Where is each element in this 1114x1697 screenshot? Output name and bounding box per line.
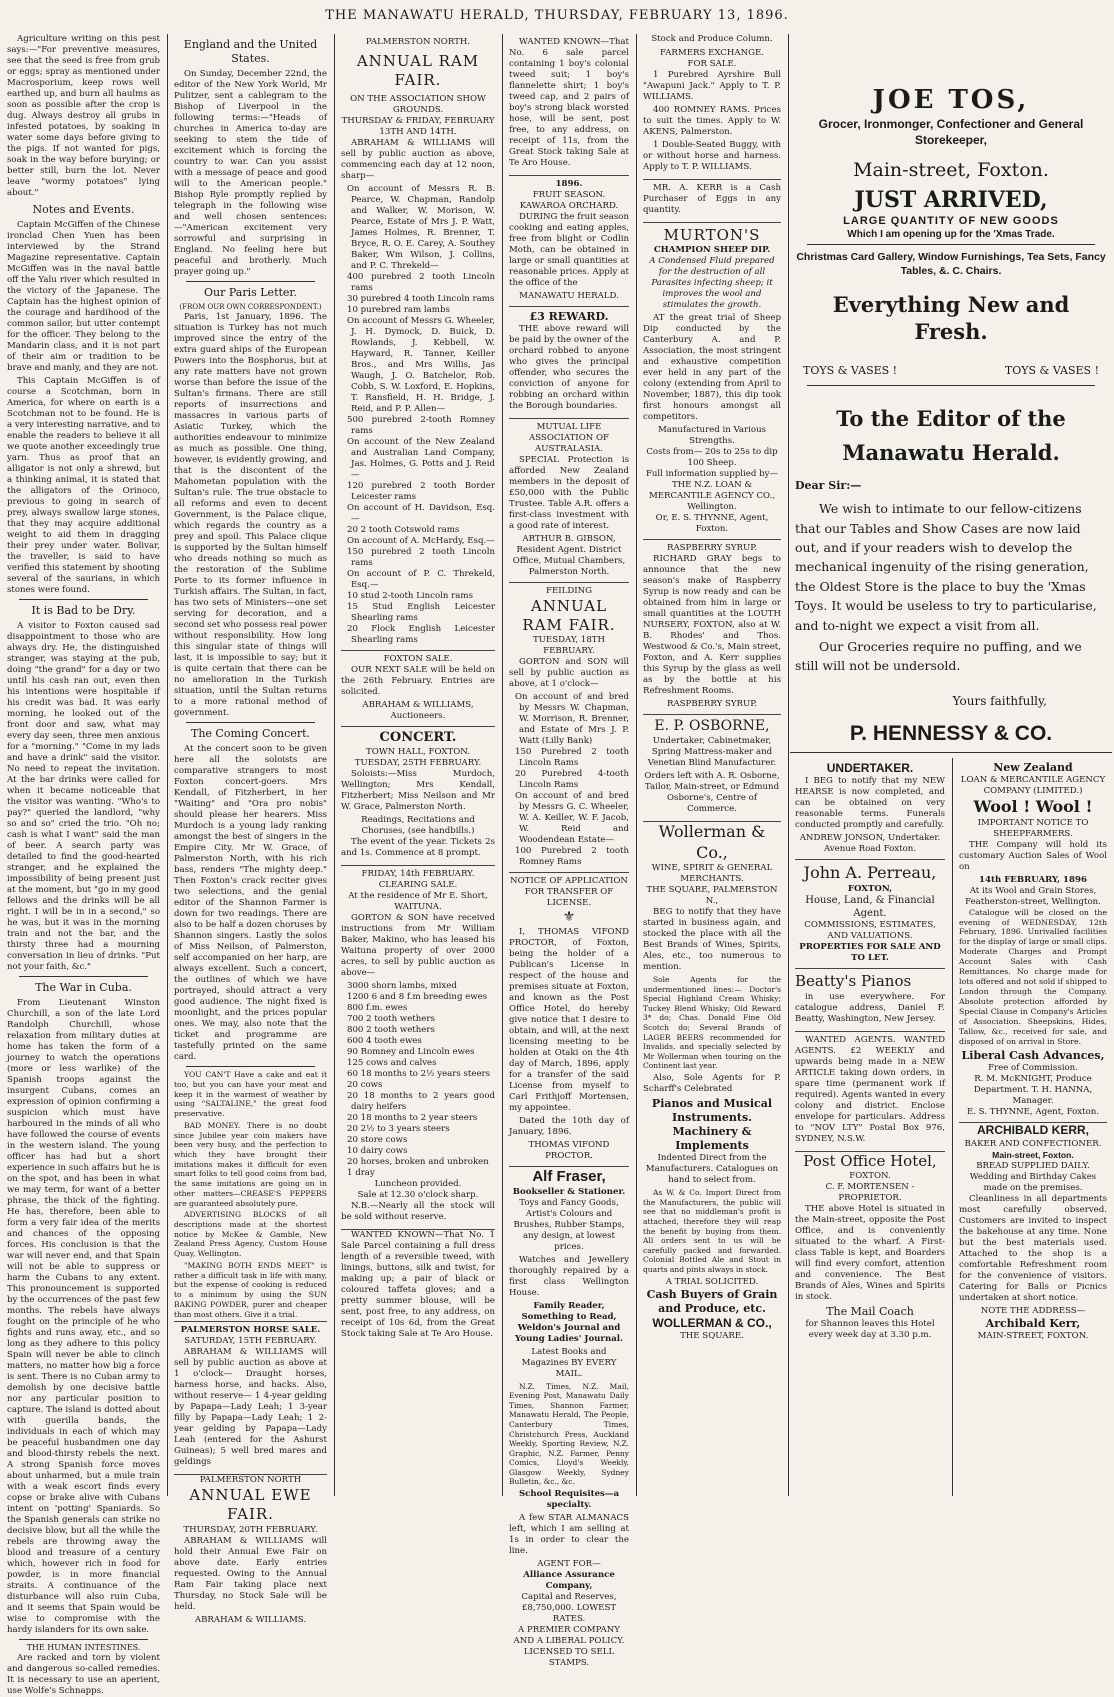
ad-text: GORTON & SON have received instructions from Mr William Baker, Makino, who has leased his Waituna property of over 2000 acres, to sell by public auction as above— bbox=[341, 913, 495, 978]
lot-item: 150 purebred 2 tooth Lincoln rams bbox=[347, 547, 495, 569]
ad-text: C. F. MORTENSEN - PROPRIETOR. bbox=[825, 1181, 915, 1203]
ad-text: ABRAHAM & WILLIAMS will sell by public auction as above, commencing each day at 12 noon, sharp— bbox=[341, 138, 495, 182]
ad-text: DURING the fruit season cooking and eating apples, free from blight or Codlin Moth, can be obtained in large or small quantities at reasonable prices. Apply at the office of the bbox=[509, 212, 629, 288]
ad-date: 14th FEBRUARY, 1896 bbox=[979, 874, 1087, 885]
ad-title: The Mail Coach bbox=[826, 1304, 914, 1318]
heading-england: England and the United States. bbox=[183, 38, 318, 66]
ad-alf-fraser bbox=[509, 1167, 629, 1669]
ad-text: Watches and Jewellery thoroughly repaired by a first class Wellington House. bbox=[509, 1254, 629, 1298]
column-rule bbox=[788, 34, 789, 1496]
divider bbox=[807, 385, 1095, 386]
toys-row bbox=[795, 360, 1107, 382]
divider bbox=[19, 1639, 148, 1640]
ad-title: RASPBERRY SYRUP. bbox=[666, 543, 758, 554]
divider bbox=[807, 244, 1095, 245]
ad-location: TOWN HALL, FOXTON. bbox=[366, 747, 470, 757]
ad-wanted-known bbox=[509, 34, 629, 176]
ad-archibald-kerr bbox=[959, 1123, 1107, 1341]
ad-title: Pianos and Musical Instruments. bbox=[651, 1096, 773, 1125]
ad-title: JOE TOS, bbox=[872, 85, 1030, 115]
ad-text: Also, Sole Agents for P. Scharff's Celebrated bbox=[643, 1072, 781, 1094]
article-text: On Sunday, December 22nd, the editor of the New York World, Mr Pulitzer, sent a cablegram to the Bishop of Liverpool in the following terms:—"Heads of churches in America to-day are seeking to stem the tide of excitement which is forcing the country to war. Can you assist with a message of peace and good will to the American people." Bishop Ryle promptly replied by telegraph in the following wise and well chosen sentences:—"American excitement very sorrowful and surprising in England. No feeling here but peaceful and brotherly. Much prayer going up." bbox=[174, 69, 327, 278]
ad-text: SPECIAL Protection is afforded New Zealand members in the deposit of £50,000 with the Public Trustee. Table A.R. offers a first-class investment with a good rate of interest. bbox=[509, 455, 629, 532]
ad-location: KAWAROA ORCHARD. bbox=[519, 201, 619, 211]
ad-text: WANTED KNOWN—That No. 6 sale parcel containing 1 boy's colonial tweed suit; 1 boy's flannelette shirt; 1 boy's tweed cap, and 2 pairs of boy's strong black worsted hose, will be sent, post free, to any address, on receipt of 11s, from the Great Stock taking Sale at Te Aro House. bbox=[509, 37, 629, 168]
ad-signature: MANAWATU HERALD. bbox=[519, 291, 619, 301]
ad-title: Post Office Hotel, bbox=[803, 1151, 937, 1170]
ad-text: WANTED AGENTS. WANTED AGENTS. £2 WEEKLY and upwards being made in a NEW ARTICLE taking down orders, in spare time (permanent work if required). Agents wanted in every colony and district. Enclose envelope for particulars. Address to "NOV LTY" Postal Box 976, SYDNEY, N.S.W. bbox=[795, 1034, 945, 1144]
masthead: THE MANAWATU HERALD, THURSDAY, FEBRUARY 13, 1896. bbox=[325, 8, 789, 23]
column-5 bbox=[638, 34, 786, 1496]
ad-title: CLEARING SALE. bbox=[378, 880, 458, 890]
ad-text: Orders left with A. R. Osborne, Tailor, Main-street, or Edmund Osborne's, Centre of Commerce. bbox=[644, 771, 780, 815]
ad-location: Main-street, Foxton. bbox=[992, 1149, 1074, 1160]
letter-text: Our Groceries require no puffing, and we still will not be undersold. bbox=[795, 638, 1082, 674]
ad-title: RASPBERRY SYRUP. bbox=[666, 699, 758, 710]
ad-location: Main-street, Foxton. bbox=[853, 158, 1049, 181]
ad-text: THE above Hotel is situated in the Main-street, opposite the Post Office, and is conveniently situated to the wharf. A First-class Table is kept, and Boarders will find every comfort, attention and convenience. The Best Brands of Ales, Wines and Spirits in stock. bbox=[795, 1203, 945, 1302]
lot-item: 800 f.m. ewes bbox=[347, 1003, 408, 1013]
ad-subtitle: WINE, SPIRIT & GENERAL MERCHANTS. bbox=[651, 863, 773, 885]
column-rule bbox=[636, 34, 637, 1496]
ad-text: I, THOMAS VIFOND PROCTOR, of Foxton, being the holder of a Publican's License in respect of the house and premises situate at Foxton, and known as the Post Office Hotel, do hereby give notice that I desire to obtain, and will, at the next licensing meeting to be holden at Otaki on the 4th day of March, 1896, apply for a transfer of the said License from myself to Carl Frithjoff Mortensen, my appointee. bbox=[509, 927, 629, 1114]
heading-intestines: THE HUMAN INTESTINES. bbox=[26, 1643, 141, 1653]
article-text: Paris, 1st January, 1896. The situation is Turkey has not much improved since the entry of the extra guard ships of the European Powers into the Bosphorus, but at any rate matters have not grown worse than before the issue of the Sultan's firmans. There are still reports of insurrections and massacres in various parts of Asiatic Turkey, which the authorities endeavour to minimize as much as possible. One thing, however, is evidently growing, and that is the discontent of the Mahometan population with the Sultan's rule. The true obstacle to all reforms and even to decent Government, is the Palace clique, which regards the country as a prey and spoil. This Palace clique is supported by the Sultan himself who dreads nothing so much as the restoration of the Sublime Porte to its former influence in Turkish affairs. The Sultan, in fact, has two sets of Ministers—one set serving for decoration, and a second set who possess real power without responsibility. How long this singular state of things will last, it is impossible to say; but it is quite certain that there can be no amelioration in the Turkish situation, until the Sultan returns to a more rational method of government. bbox=[174, 312, 327, 719]
ad-text: The event of the year. Tickets 2s and 1s. Commence at 8 prompt. bbox=[341, 837, 495, 858]
ad-signature: ARTHUR B. GIBSON, Resident Agent. District Office, Mutual Chambers, Palmerston North. bbox=[512, 534, 626, 578]
ad-text: Catalogue will be closed on the evening of WEDNESDAY, 12th February, 1896. Unrivalled facilities for the display of large or small clips. Moderate Charges and Prompt Account Sales with Cash Remittances. No charge made for lots offered and not sold if shipped to London through the Company. Absolute protection afforded by Special Clause in Company's Articles of Association. Sheepskins, Hides, Tallow, &c., received for sale, and disposed of on arrival in Store. bbox=[959, 907, 1107, 1047]
ad-undertaker bbox=[795, 758, 945, 860]
ad-title: PALMERSTON HORSE SALE. bbox=[180, 1325, 321, 1336]
ad-subtitle: LOAN & MERCANTILE AGENCY COMPANY (LIMITED.) bbox=[960, 775, 1106, 797]
column-rule bbox=[167, 34, 168, 1496]
ad-title: UNDERTAKER. bbox=[826, 761, 914, 775]
ad-text: A Condensed Fluid prepared for the destruction of all Parasites infecting sheep; it improves the wool and stimulates the growth. bbox=[649, 256, 775, 311]
ad-wanted-agents bbox=[795, 1032, 945, 1152]
ad-title: Wool ! Wool ! bbox=[973, 797, 1093, 817]
lot-item: 30 purebred 4 tooth Lincoln rams bbox=[347, 294, 495, 305]
lot-item: 20 18 months to 2 years good dairy heifers bbox=[347, 1091, 495, 1112]
ad-text: A TRIAL SOLICITED. bbox=[665, 1276, 759, 1287]
ad-mutual-life bbox=[509, 419, 629, 583]
small-ad: BAD MONEY. There is no doubt since Jubilee year coin makers have been very busy, and the perfection to which they have brought their imitations makes it difficult for even smart folks to tell good coins from bad, the same imitations are going on in other matters—CREASE'S PEPPERS are guaranteed absolutely pure. bbox=[174, 1120, 327, 1208]
ad-text: GORTON and SON will sell by public auction as above, at 1 o'clock— bbox=[509, 657, 629, 690]
lot-item: On account of and bred by Messrs W. Chapman, W. Morrison, R. Brenner, and Estate of Mrs J. P. Watt (Lilly Bank) bbox=[515, 692, 629, 747]
ad-title: FARMERS EXCHANGE. bbox=[660, 48, 764, 58]
ad-title: PALMERSTON NORTH. bbox=[365, 37, 471, 47]
ad-text: MR. A. KERR is a Cash Purchaser of Eggs in any quantity. bbox=[643, 183, 781, 215]
lot-item: On account of H. Davidson, Esq.— bbox=[347, 503, 495, 525]
letter-title: To the Editor of the Manawatu Herald. bbox=[836, 406, 1066, 465]
ad-text: Family Reader, Something to Read, Weldon's Journal and Young Ladies' Journal. bbox=[514, 1300, 624, 1344]
ad-text: Free of Commission. bbox=[988, 1063, 1078, 1074]
lot-item: 60 18 months to 2½ years steers bbox=[347, 1069, 491, 1079]
ad-title: MUTUAL LIFE ASSOCIATION OF AUSTRALASIA. bbox=[528, 422, 609, 455]
divider bbox=[19, 599, 148, 600]
ad-text: Manufactured in Various Strengths. bbox=[657, 425, 767, 447]
lot-item: 400 purebred 2 tooth Lincoln rams bbox=[347, 272, 495, 294]
ad-concert bbox=[341, 727, 495, 866]
ad-location: MAIN-STREET, FOXTON. bbox=[977, 1330, 1089, 1341]
ad-title: ANNUAL EWE FAIR. bbox=[189, 1486, 312, 1524]
column-2 bbox=[169, 34, 332, 1625]
ad-text: A few STAR ALMANACS left, which I am selling at 1s in order to clear the line. bbox=[509, 1513, 629, 1557]
lot-item: 90 Romney and Lincoln ewes bbox=[347, 1047, 475, 1057]
ad-text: Sale at 12.30 o'clock sharp. bbox=[357, 1190, 479, 1200]
lot-item: On account of P. C. Threkeld, Esq.— bbox=[347, 569, 495, 591]
ad-title: NOTICE OF APPLICATION FOR TRANSFER OF LICENSE. bbox=[510, 876, 628, 909]
ad-text: OUR NEXT SALE will be held on the 26th February. Entries are solicited. bbox=[341, 665, 495, 698]
heading-dry: It is Bad to be Dry. bbox=[31, 604, 136, 618]
ad-title: Liberal Cash Advances, bbox=[961, 1049, 1105, 1063]
ad-date: THURSDAY & FRIDAY, FEBRUARY 13TH AND 14TH. bbox=[341, 116, 495, 138]
letter-text: We wish to intimate to our fellow-citizens that our Tables and Show Cases are now laid out, and if your readers wish to develop the mechanical ingenuity of the rising generation, the Oldest Store is the place to buy the 'Xmas Toys. It would be useless to try to particularise, and to-night we expect a visit from all. bbox=[795, 501, 1097, 633]
ad-text: As W. & Co. Import Direct from the Manufacturers, the public will see that no middleman's profit is attached, therefore they will reap the benefit by buying from them. All orders sent to us will be carefully packed and forwarded. Colonial Bottled Ale and Stout in quarts and pints always in stock. bbox=[643, 1188, 781, 1275]
ad-text: THE N.Z. LOAN & MERCANTILE AGENCY CO., Wellington. bbox=[648, 480, 776, 513]
divider bbox=[790, 752, 1112, 753]
lot-item: 100 Purebred 2 tooth Romney Rams bbox=[515, 846, 629, 868]
ad-fruit-season bbox=[509, 176, 629, 307]
ad-text: THE Company will hold its customary Auction Sales of Wool on bbox=[959, 839, 1107, 872]
ad-title: ANNUAL RAM FAIR. bbox=[356, 52, 480, 90]
ad-title: New Zealand bbox=[993, 761, 1073, 774]
ad-ram-fair bbox=[341, 34, 495, 651]
heading-concert: The Coming Concert. bbox=[190, 727, 310, 741]
lot-item: 20 store cows bbox=[347, 1135, 408, 1145]
ad-location: FOXTON. bbox=[849, 1170, 891, 1181]
lot-item: 10 dairy cows bbox=[347, 1146, 408, 1156]
letter-closing: Yours faithfully, bbox=[952, 693, 1047, 708]
ad-text: AGENT FOR— bbox=[537, 1559, 601, 1570]
ad-perreau bbox=[795, 860, 945, 969]
lot-list bbox=[509, 692, 629, 868]
ad-location: At the residence of Mr E. Short, WAITUNA. bbox=[348, 891, 488, 912]
ad-joe-tos bbox=[790, 34, 1112, 746]
ad-text: Costs from— 20s to 25s to dip 100 Sheep. bbox=[646, 447, 778, 469]
ad-text: School Requisites—a specialty. bbox=[518, 1489, 620, 1511]
ad-text: House, Land, & Financial Agent. bbox=[805, 894, 935, 919]
ad-text: COMMISSIONS, ESTIMATES, AND VALUATIONS. bbox=[804, 920, 936, 942]
article-text: Are racked and torn by violent and dangerous so-called remedies. It is necessary to use an aperient, use Wolfe's Schnapps. bbox=[7, 1653, 160, 1697]
column-6 bbox=[790, 758, 950, 1496]
small-ad: YOU CAN'T Have a cake and eat it too, but you can have your meat and keep it in the warmest of weather by using "SALTALINE," the great food preservative. bbox=[174, 1070, 327, 1119]
ad-location: THE SQUARE, PALMERSTON N., bbox=[646, 885, 778, 907]
ad-signature: Archibald Kerr, bbox=[985, 1316, 1081, 1330]
ad-murton bbox=[643, 223, 781, 540]
lot-list bbox=[341, 184, 495, 646]
ad-subtitle: Bookseller & Stationer. bbox=[512, 1186, 626, 1197]
ad-text: Christmas Card Gallery, Window Furnishings, Tea Sets, Fancy Tables, &. C. Chairs. bbox=[796, 251, 1106, 277]
ad-text: Latest Books and Magazines BY EVERY MAIL. bbox=[521, 1346, 617, 1379]
ad-signature: ABRAHAM & WILLIAMS. bbox=[194, 1614, 307, 1625]
article-text: This Captain McGiffen is of course a Scotchman, born in America, for where on earth is a Scotchman not to be found. He is a very interesting narrative, and to enable the readers to believe it all we quote another exceedingly true yarn. Thus as proof that an alligator is not only a shrewd, but a thinking animal, it is stated that the alligators of the Orinoco, previous to going in search of prey, always swallow large stones, that they may acquire additional weight to aid them in dragging their prey under water. Bolivar, the traveller, is said to have verified this statement by shooting several of the saurians, in which stones were found. bbox=[7, 376, 161, 596]
ad-license-notice bbox=[509, 873, 629, 1167]
ad-wanted: WANTED KNOWN—That No. 1 Sale Parcel containing a full dress length of a reversible tweed, with linings, buttons, silk and twist, for making up; a pair of black or coloured taffeta gloves; and a pretty summer blouse, will be sent, post free, to any address, on receipt of 10s 6d, from the Great Stock taking Sale at Te Aro House. bbox=[341, 1230, 495, 1339]
article-intro: Agriculture writing on this pest says:—"For preventive measures, see that the seed is free from grub or eggs; spray as mentioned under Macrosporium, keep rows well earthed up, and burn all haulms as soon as possible after the crop is dug. Always destroy all grubs in infested potatoes, by soaking in water some days before giving to the pigs. If not wanted for pigs, soak in the way before burying; or better still, burn the lot. Never leave "wormy potatoes" lying about." bbox=[7, 34, 160, 198]
ad-signature: WOLLERMAN & CO., bbox=[652, 1315, 772, 1330]
ad-feilding-ram-fair bbox=[509, 583, 629, 873]
column-rule bbox=[502, 34, 503, 1496]
lot-item: 20 18 months to 2 year steers bbox=[347, 1113, 478, 1123]
ad-text: Full information supplied by— bbox=[645, 469, 779, 480]
ad-title: ANNUAL RAM FAIR. bbox=[522, 597, 616, 635]
ad-text: Soloists:—Miss Murdoch, Wellington; Mrs Kendall, Fitzherbert; Miss Neilson and Mr W. Grace, Palmerston North. bbox=[341, 769, 495, 812]
lot-item: 10 purebred ram lambs bbox=[347, 305, 450, 316]
ad-ewe-fair bbox=[174, 1475, 327, 1625]
ad-subtitle: BAKER AND CONFECTIONER. bbox=[964, 1138, 1102, 1149]
ad-text: N.Z. Times, N.Z. Mail, Evening Post, Manawatu Daily Times, Shannon Farmer, Manawatu Herald, The People, Canterbury Times, Christchurch Press, Auckland Weekly, Sporting Review, N.Z. Graphic, N.Z. Farmer, Penny Comics, Lloyd's Weekly, Glasgow Weekly, Sydney Bulletin, &c., &c. bbox=[509, 1381, 629, 1487]
ad-title: 1896. bbox=[555, 179, 583, 189]
ad-text: Cleanliness in all departments most carefully observed. Customers are invited to inspect the bakehouse at any time. None but the best materials used. Attached to the shop is a comfortable Refreshment room for the convenience of visitors. Catering for Balls or Picnics undertaken at short notice. bbox=[959, 1193, 1107, 1303]
article-text: Captain McGiffen of the Chinese ironclad Chen Yuen has been interviewed by the Strand Magazine representative. Captain McGiffen was in the naval battle off the Yalu river which resulted in the victory of the Japanese. The Captain has the highest opinion of the courage and hardihood of the common sailor, but utter contempt for the officer. They belong to the Mandarin class, and it is not part of their aim or tradition to be brave and manly, and they are not. bbox=[7, 220, 160, 374]
ad-subtitle: FOR SALE. bbox=[687, 59, 737, 69]
lot-item: 20 horses, broken and unbroken bbox=[347, 1157, 489, 1167]
ad-foxton-sale bbox=[341, 651, 495, 727]
ad-title: JUST ARRIVED, bbox=[854, 187, 1048, 214]
ad-title: £3 REWARD. bbox=[529, 310, 609, 323]
ad-location: ON THE ASSOCIATION SHOW GROUNDS. bbox=[350, 94, 486, 116]
lot-item: 800 2 tooth wethers bbox=[347, 1025, 435, 1035]
divider bbox=[186, 281, 315, 282]
lot-item: 700 2 tooth wethers bbox=[347, 1014, 435, 1024]
ad-title: Beatty's Pianos bbox=[795, 972, 912, 991]
ad-title: Machinery & Implements bbox=[672, 1125, 752, 1153]
ad-text: Readings, Recitations and Choruses, (see handbills.) bbox=[361, 815, 475, 836]
column-rule bbox=[952, 758, 953, 1496]
ad-text: Alliance Assurance Company, bbox=[523, 1570, 615, 1592]
ad-text: TOYS & VASES ! bbox=[1004, 363, 1099, 377]
divider bbox=[186, 722, 315, 723]
column-3 bbox=[336, 34, 500, 1496]
ad-text: PROPERTIES FOR SALE AND TO LET. bbox=[799, 942, 941, 964]
lot-item: 3000 shorn lambs, mixed bbox=[347, 981, 457, 991]
ad-text: ABRAHAM & WILLIAMS will sell by public auction as above at 1 o'clock— Draught horses, harness horse, and hacks. Also, without reserve— 1 4-year gelding by Papapa—Lady Leah; 1 3-year filly by Papapa—Lady Leah; 1 2-year gelding by Papapa—Lady Leah (entered for the Ashurst Guineas); 5 well bred mares and geldings bbox=[174, 1347, 327, 1468]
letter-signature: P. HENNESSY & CO. bbox=[849, 722, 1053, 746]
ad-title: Everything New and Fresh. bbox=[832, 292, 1070, 345]
ad-text: 400 ROMNEY RAMS. Prices to suit the times. Apply to W. AKENS, Palmerston. bbox=[643, 105, 781, 137]
lot-item: 20 2½ to 3 years steers bbox=[347, 1124, 450, 1134]
lot-item: On account of Messrs G. Wheeler, J. H. Dymock, D. Buick, D. Rowlands, J. Kebbell, W. Hayward, R. Tanner, Keiller Bros., and Mrs Willis, Jas Waugh, J. O. Batchelor, Rob. Cobb, S. W. Loxford, E. Hopkins, T. Ransfield, H. H. Bridge, J. Reid, and P. P. Allen— bbox=[347, 316, 495, 415]
lot-item: 20 Purebred 4-tooth Lincoln Rams bbox=[515, 769, 629, 791]
byline: (FROM OUR OWN CORRESPONDENT.) bbox=[179, 303, 322, 312]
ad-text: BEG to notify that they have started in business again, and stocked the place with all the Best Brands of Wines, Spirits, Ales, etc., too numerous to mention. bbox=[643, 907, 781, 973]
heading-notes: Notes and Events. bbox=[32, 203, 135, 216]
ad-title: ARCHIBALD KERR, bbox=[977, 1123, 1089, 1138]
ad-reward bbox=[509, 307, 629, 419]
ad-kerr-eggs bbox=[643, 180, 781, 223]
ad-signature: ABRAHAM & WILLIAMS, Auctioneers. bbox=[362, 700, 474, 722]
ad-title: E. P. OSBORNE, bbox=[654, 718, 770, 735]
ad-date: SATURDAY, 15TH FEBRUARY. bbox=[184, 1336, 317, 1347]
ad-title: Alf Fraser, bbox=[532, 1168, 606, 1186]
lot-item: On account of the New Zealand and Australian Land Company, Jas. Holmes, G. Potts and J. Reid— bbox=[347, 437, 495, 481]
heading-paris: Our Paris Letter. bbox=[204, 286, 297, 300]
ad-date: TUESDAY, 25TH FEBRUARY. bbox=[354, 758, 482, 768]
lot-item: On account of A. McHardy, Esq.— bbox=[347, 536, 495, 547]
lot-item: On account of and bred by Messrs G. C. Wheeler, W. A. Keiller, W. F. Jacob, W. Reid and Woodendean Estate— bbox=[515, 791, 629, 846]
ad-clearing-sale bbox=[341, 866, 495, 1230]
ad-title: Wollerman & Co., bbox=[658, 822, 766, 862]
article-text: A visitor to Foxton caused sad disappointment to those who are always dry. He, the distinguished stranger, was staying at the pub, doing "the grand" for a day or two until his cash ran out, even then his intentions were hospitable if his credit was bad. It was early morning, he looked out of the front door and saw, what may every day seen, three men anxious for a "morning." "Come in my lads and have a drink" said the visitor. No need to repeat the invitation. At the bar drinks were called for when it became noticeable that the visitor was wanting. "Who's to pay?" queried the landlord, "why so and so" cried the trio. "Oh no; cash is what I want" said the man of beer. A search party was detailed to find the good-hearted stranger, and he explained the impossibility of being present just at the moment, but "go in my good fellows and the drinks will be all right. I will be in in a second," so he was, but it was in the morning train and not the bar, and the thirsty three had a mourning conversation in lieu of drinks. "Put not your faith, &c." bbox=[7, 621, 160, 973]
ad-text: ABRAHAM & WILLIAMS will hold their Annual Ewe Fair on above date. Early entries requested. Owing to the Annual Ram Fair taking place next Thursday, no Stock Sale will be held. bbox=[174, 1535, 327, 1612]
ad-title: FEILDING bbox=[545, 586, 592, 597]
ad-text: TOYS & VASES ! bbox=[803, 363, 898, 377]
ad-date: TUESDAY, 18TH FEBRUARY. bbox=[532, 635, 606, 657]
ad-signature: THE SQUARE. bbox=[680, 1331, 744, 1342]
ad-date: FRIDAY, 14th FEBRUARY. bbox=[361, 869, 475, 879]
ad-subtitle: CHAMPION SHEEP DIP. bbox=[653, 245, 771, 256]
ad-text: Luncheon provided. bbox=[374, 1179, 462, 1189]
ad-text: for Shannon leaves this Hotel every week day at 3.30 p.m. bbox=[805, 1318, 935, 1340]
ad-text: IMPORTANT NOTICE TO SHEEPFARMERS. bbox=[977, 817, 1089, 839]
ad-text: Capital and Reserves, £8,750,000. LOWEST RATES. bbox=[521, 1592, 617, 1625]
ad-text: Wedding and Birthday Cakes made on the premises. bbox=[969, 1171, 1097, 1193]
ad-post-office-hotel bbox=[795, 1152, 945, 1341]
ad-title: FOXTON SALE. bbox=[383, 654, 453, 665]
lot-item: 120 purebred 2 tooth Border Leicester rams bbox=[347, 481, 495, 503]
ad-text: THE above reward will be paid by the owner of the orchard robbed to anyone who gives the principal offender, who secures the conviction of anyone for robbing an orchard within the Borough boundaries. bbox=[509, 324, 629, 412]
ad-title: MURTON'S bbox=[663, 226, 761, 244]
ad-text: LARGE QUANTITY OF NEW GOODS bbox=[843, 215, 1059, 228]
lot-item: On account of Messrs R. B. Pearce, W. Chapman, Randolp and Walker, W. Morison, W. Pearce, Estate of Mrs J. P. Watt, James Holmes, R. Brenner, T. Bryce, R. O. E. Carey, A. Southey Baker, Wm Wilson, J. Collins, and P. C. Threkeld— bbox=[347, 184, 495, 272]
ad-text: Undertaker, Cabinetmaker, Spring Mattress-maker and Venetian Blind Manufacturer. bbox=[647, 736, 777, 769]
heading-cuba: The War in Cuba. bbox=[35, 981, 132, 995]
ad-text: Toys and Fancy Goods, Artist's Colours and Brushes, Rubber Stamps, any design, at lowest prices. bbox=[513, 1197, 625, 1252]
ad-nz-loan bbox=[959, 758, 1107, 1123]
lot-item: 500 purebred 2-tooth Romney rams bbox=[347, 415, 495, 437]
column-title: Stock and Produce Column. bbox=[651, 34, 773, 44]
ad-text: Sole Agents for the undermentioned lines:— Doctor's Special Highland Cream Whisky; Tuckey Blend Whisky; Old Reward 3* do; Chas. Donald Fine Old Scotch do; Several Brands of LAGER BEERS recommended for Invalids, and specially selected by Mr Wollerman when touring on the Continent last year. bbox=[643, 975, 781, 1071]
ad-text: Dated the 10th day of January, 1896. bbox=[509, 1116, 629, 1138]
ad-date: THURSDAY, 20TH FEBRUARY. bbox=[183, 1524, 318, 1535]
ad-subtitle: Grocer, Ironmonger, Confectioner and General Storekeeper, bbox=[818, 117, 1084, 147]
column-7 bbox=[954, 758, 1112, 1496]
ad-title: FRUIT SEASON. bbox=[532, 190, 606, 200]
ad-horse-sale bbox=[174, 1321, 327, 1475]
letter-salutation: Dear Sir:— bbox=[795, 479, 862, 493]
lot-item: 1 dray bbox=[347, 1168, 375, 1178]
ad-signature: ANDREW JONSON, Undertaker. Avenue Road Foxton. bbox=[799, 833, 941, 855]
ad-title: PALMERSTON NORTH bbox=[199, 1475, 302, 1486]
ad-text: Indented Direct from the Manufacturers. Catalogues on hand to select from. bbox=[645, 1153, 779, 1186]
crest-icon: ⚜ bbox=[562, 909, 576, 926]
ad-text: RICHARD GRAY begs to announce that the new season's make of Raspberry Syrup is now ready and can be obtained from him in large or small quantities at the LOUTH NURSERY, FOXTON, also at W. B. Rhodes' and Thos. Westwood & Co.'s, Main street, Foxton, and A. Kerr supplies this Syrup by the glass as well as by the bottle at his Refreshment Rooms. bbox=[643, 554, 781, 697]
ad-text: 1 Purebred Ayrshire Bull "Awapuni Jack." Apply to T. P. WILLIAMS. bbox=[643, 70, 781, 102]
ad-signature: E. S. THYNNE, Agent, Foxton. bbox=[966, 1107, 1100, 1118]
ad-text: A PREMIER COMPANY AND A LIBERAL POLICY. bbox=[513, 1625, 625, 1647]
lot-item: 150 Purebred 2 tooth Lincoln Rams bbox=[515, 747, 629, 769]
ad-text: Which I am opening up for the 'Xmas Trade. bbox=[847, 228, 1055, 240]
column-1 bbox=[2, 34, 165, 1697]
ad-signature: R. M. McKNIGHT, Produce Department. T. H. HANNA, Manager. bbox=[973, 1074, 1093, 1107]
column-4 bbox=[504, 34, 634, 1669]
lot-item: 125 cows and calves bbox=[347, 1058, 437, 1068]
ad-beatty bbox=[795, 969, 945, 1031]
lot-item: 10 stud 2-tooth Lincoln rams bbox=[347, 591, 473, 602]
lot-item: 15 Stud English Leicester Shearling rams bbox=[347, 602, 495, 624]
ad-text: LICENSED TO SELL STAMPS. bbox=[523, 1647, 615, 1669]
lot-item: 20 2 tooth Cotswold rams bbox=[347, 525, 460, 536]
ad-farmers-exchange bbox=[643, 45, 781, 180]
lot-list bbox=[341, 981, 495, 1179]
article-text: From Lieutenant Winston Churchill, a son of the late Lord Randolph Churchill, whose relaxation from military duties at home has taken the form of a journey to watch the operations (more or less warlike) of the Spanish troops against the insurgent Cubans, comes an expression of opinion confirming a suspicion which must have harboured in the minds of all who have followed the course of events in the western island. The young officer has had but a short experience in such affairs but he is on the spot, and has been in what we may term, for want of a better phrase, the thick of the fighting. He has, therefore, been able to form a very fair idea of the merits and chances of the opposing forces. His conclusion is that the war will never end, and that Spain will not be able to suppress or harm the Cubans to any extent. This pronouncement is supported by the occurrences of the past few months. The rebels have always fought on the principle of he who fights and runs away, etc., and so long as they adhere to this policy Spain will never be able to clinch matters, no matter how big a force is sent. There is no Cuban army to demolish by one decisive battle nor any particular position to capture. The island is dotted about with guerilla bands, the individuals in each of which may be peaceful husbandmen one day and blood-thirsty rebels the next. A strong Spanish force moves about unharmed, but a mule train with a weak escort finds every copse or brake alive with Cubans intent on 'potting' Spaniards. So the Spanish generals can strike no decisive blow, but all the while the rebels are throwing away the blood and treasure of a century which, however rich in food for powder, is in more financial straits. A continuance of the disturbance will also ruin Cuba, and it seems that Spain would be wise to compromise with the hardy islanders for its own sake. bbox=[7, 998, 160, 1636]
small-ad: "MAKING BOTH ENDS MEET" is rather a difficult task in life with many, but the expense of cooking is reduced to a minimum by using the SUN BAKING POWDER, purer and cheaper than most others. Give it a trial. bbox=[174, 1260, 327, 1319]
ad-text: N.B.—Nearly all the stock will be sold without reserve. bbox=[341, 1201, 495, 1222]
lot-item: 1200 6 and 8 f.m breeding ewes bbox=[347, 992, 488, 1002]
divider bbox=[19, 976, 148, 977]
ad-text: NOTE THE ADDRESS— bbox=[980, 1305, 1086, 1316]
ad-text: BREAD SUPPLIED DAILY. bbox=[976, 1160, 1090, 1171]
article-text: At the concert soon to be given here all the soloists are comparative strangers to most Foxton concert-goers. Mrs Kendall, of Fitzherbert, in her "Waiting" and "Ora pro nobis" should please her hearers. Miss Murdoch is a young lady ranking amongst the best of singers in the Empire City. Mr W. Grace, of Palmerston North, with his rich bass, renders "The mighty deep." Then Foxton's crack reciter gives two selections, and the genial editor of the Shannon Farmer is down for two readings. There are also to be half a dozen choruses by Shannon singers. Lastly the solos of Miss Neilson, of Palmerston, self accompanied on her harp, are always excellent. Such a concert, the outlines of which we have portrayed, should attract a very good audience. The night fixed is moonlight, and the prices popular ones. We may, also note that the ticket and programme are tastefully printed on the same card. bbox=[174, 744, 327, 1063]
ad-location: FOXTON, bbox=[847, 883, 893, 894]
small-ad: ADVERTISING BLOCKS of all descriptions made at the shortest notice by McKee & Gamble, New Zealand Press Agency, Custom House Quay, Wellington. bbox=[174, 1210, 327, 1259]
column-rule bbox=[334, 34, 335, 1496]
ad-text: in use everywhere. For catalogue address, Daniel F. Beatty, Washington, New Jersey. bbox=[795, 991, 945, 1024]
ad-title: CONCERT. bbox=[379, 730, 457, 746]
lot-item: 20 Flock English Leicester Shearling rams bbox=[347, 624, 495, 646]
ad-wollerman bbox=[643, 822, 781, 1342]
ad-location: At its Wool and Grain Stores, Featherston-street, Wellington. bbox=[965, 885, 1101, 907]
ad-text: 1 Double-Seated Buggy, with or without horse and harness. Apply to T. P. WILLIAMS. bbox=[643, 140, 781, 172]
ad-title: Cash Buyers of Grain and Produce, etc. bbox=[646, 1287, 778, 1315]
ad-signature: THOMAS VIFOND PROCTOR. bbox=[528, 1140, 610, 1162]
lot-item: 20 cows bbox=[347, 1080, 383, 1090]
ad-text: Or, E. S. THYNNE, Agent, Foxton. bbox=[655, 513, 769, 535]
ad-osborne bbox=[643, 715, 781, 822]
ad-text: I BEG to notify that my NEW HEARSE is now completed, and can be obtained on very reasonable terms. Funerals conducted promptly and carefully. bbox=[795, 776, 945, 831]
ad-raspberry bbox=[643, 540, 781, 715]
divider bbox=[186, 1066, 315, 1067]
lot-item: 600 4 tooth ewes bbox=[347, 1036, 422, 1046]
ad-text: AT the great trial of Sheep Dip conducted by the Canterbury A. and P. Association, the most stringent and exhaustive competition ever held in any part of the colony (extending from April to November, 1887), this dip took first honours amongst all competitors. bbox=[643, 313, 781, 423]
ad-title: John A. Perreau, bbox=[803, 863, 937, 883]
